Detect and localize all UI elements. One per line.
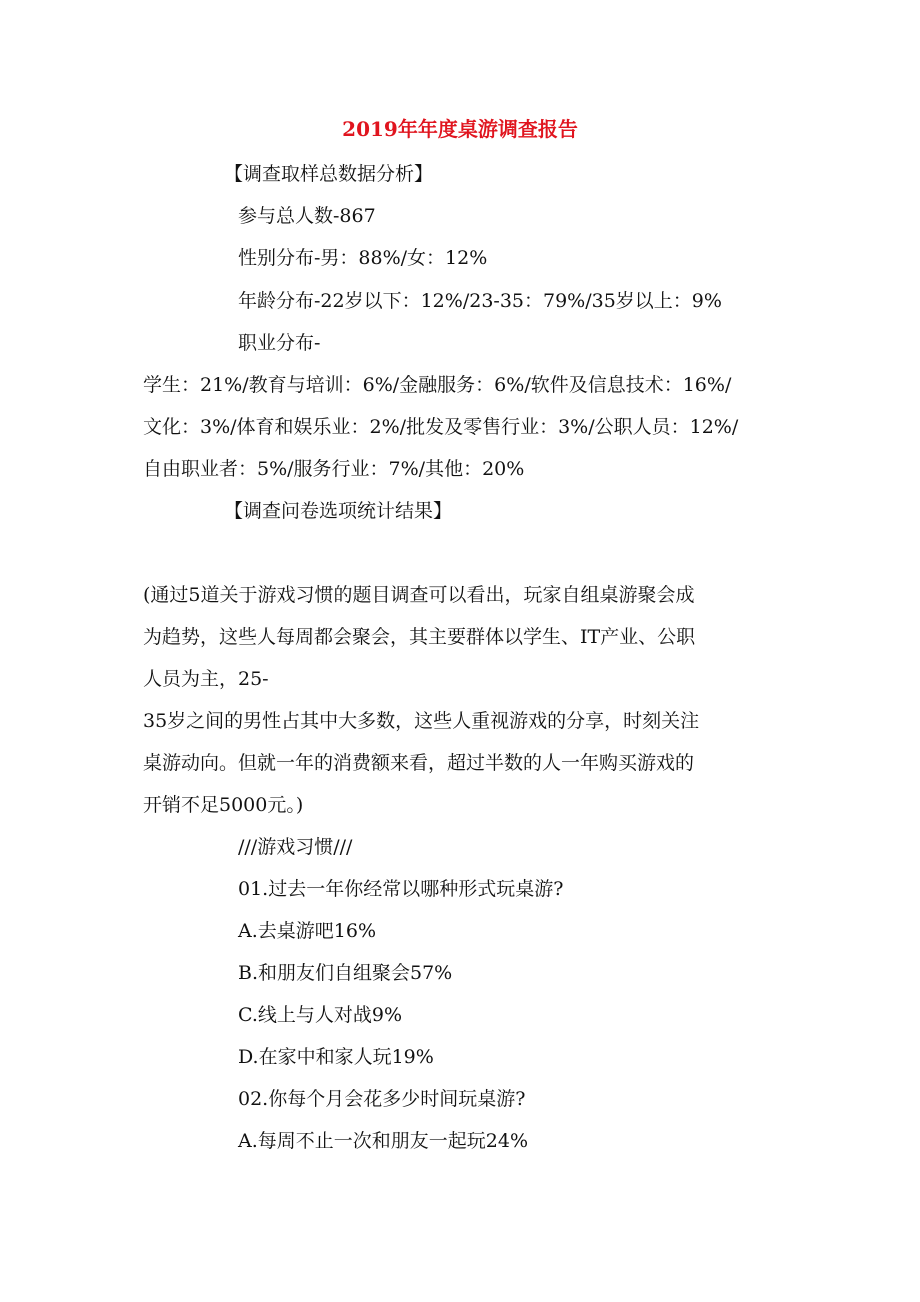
summary-line: 桌游动向。但就一年的消费额来看，超过半数的人一年购买游戏的 [143, 752, 695, 774]
habits-heading: ///游戏习惯/// [238, 836, 353, 858]
summary-line: (通过5道关于游戏习惯的题目调查可以看出，玩家自组桌游聚会成 [143, 584, 695, 606]
summary-line: 人员为主，25- [143, 668, 269, 690]
question-1-option-c: C.线上与人对战9% [238, 1004, 403, 1026]
age-distribution: 年龄分布-22岁以下：12%/23-35：79%/35岁以上：9% [238, 290, 722, 312]
gender-distribution: 性别分布-男：88%/女：12% [238, 247, 488, 269]
total-participants: 参与总人数-867 [238, 205, 376, 227]
question-1: 01.过去一年你经常以哪种形式玩桌游? [238, 878, 564, 900]
question-1-option-a: A.去桌游吧16% [238, 920, 376, 942]
question-1-option-b: B.和朋友们自组聚会57% [238, 962, 453, 984]
occupation-line: 文化：3%/体育和娱乐业：2%/批发及零售行业：3%/公职人员：12%/ [143, 416, 739, 438]
summary-line: 35岁之间的男性占其中大多数，这些人重视游戏的分享，时刻关注 [143, 710, 700, 732]
document-title: 2019年年度桌游调查报告 [342, 117, 578, 141]
question-2: 02.你每个月会花多少时间玩桌游? [238, 1088, 526, 1110]
occupation-label: 职业分布- [238, 332, 321, 354]
question-1-option-d: D.在家中和家人玩19% [238, 1046, 434, 1068]
occupation-line: 自由职业者：5%/服务行业：7%/其他：20% [143, 458, 525, 480]
question-2-option-a: A.每周不止一次和朋友一起玩24% [238, 1130, 528, 1152]
summary-line: 开销不足5000元。) [143, 794, 304, 816]
section-heading-survey-results: 【调查问卷选项统计结果】 [224, 500, 453, 522]
summary-line: 为趋势，这些人每周都会聚会，其主要群体以学生、IT产业、公职 [143, 626, 696, 648]
occupation-line: 学生：21%/教育与培训：6%/金融服务：6%/软件及信息技术：16%/ [143, 374, 732, 396]
section-heading-sample-analysis: 【调查取样总数据分析】 [224, 163, 434, 185]
